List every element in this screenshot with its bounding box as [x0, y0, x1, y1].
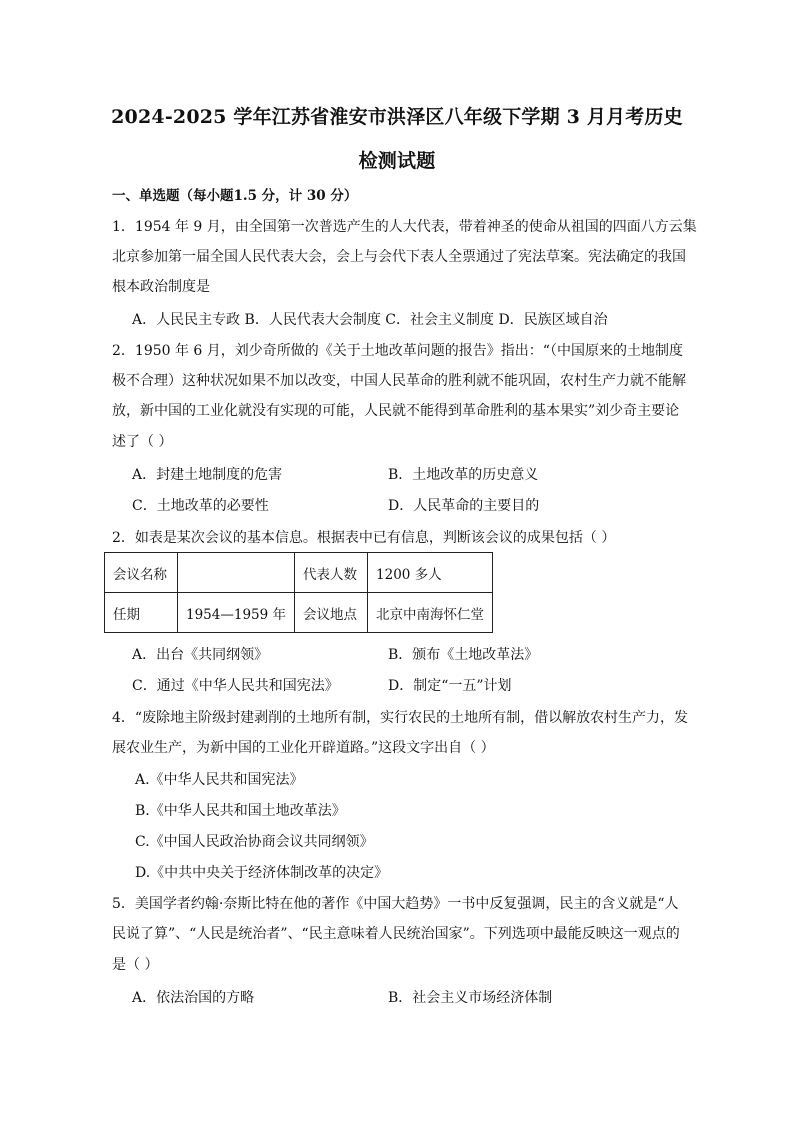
question-text-line: 述了（ ） [112, 434, 173, 450]
option-b[interactable]: B．土地改革的历史意义 [388, 467, 539, 483]
option-a[interactable]: A.《中华人民共和国宪法》 [135, 772, 304, 788]
question-text-line: 是（ ） [112, 957, 159, 973]
answer-options[interactable]: A．人民民主专政 B．人民代表大会制度 C．社会主义制度 D．民族区域自治 [132, 312, 608, 328]
document-title: 2024-2025 学年江苏省淮安市洪泽区八年级下学期 3 月月考历史 [111, 106, 683, 128]
table-cell: 会议地点 [295, 593, 368, 633]
section-heading: 一、单选题（每小题1.5 分，计 30 分） [112, 188, 358, 204]
meeting-info-table [104, 552, 493, 633]
table-row [105, 593, 493, 633]
table-cell [178, 553, 295, 593]
question-text-line: 5．美国学者约翰·奈斯比特在他的著作《中国大趋势》一书中反复强调，民主的含义就是“人 [112, 896, 679, 912]
question-text-line: 4．“废除地主阶级封建剥削的土地所有制，实行农民的土地所有制，借以解放农村生产力，发 [112, 710, 689, 726]
question-text-line: 根本政治制度是 [112, 279, 210, 295]
option-b[interactable]: B.《中华人民共和国土地改革法》 [135, 803, 346, 819]
table-cell: 1200 多人 [368, 553, 493, 593]
question-text-line: 放，新中国的工业化就没有实现的可能，人民就不能得到革命胜利的基本果实”刘少奇主要论 [112, 403, 680, 419]
question-text-line: 展农业生产，为新中国的工业化开辟道路。”这段文字出自（ ） [112, 740, 495, 756]
table-cell: 1954—1959 年 [178, 593, 295, 633]
option-d[interactable]: D．人民革命的主要目的 [388, 498, 540, 514]
option-a[interactable]: A．出台《共同纲领》 [132, 647, 269, 663]
option-a[interactable]: A．依法治国的方略 [132, 990, 255, 1006]
option-b[interactable]: B．社会主义市场经济体制 [388, 990, 553, 1006]
table-cell: 会议名称 [105, 553, 178, 593]
option-c[interactable]: C．通过《中华人民共和国宪法》 [132, 678, 339, 694]
option-a[interactable]: A．封建土地制度的危害 [132, 467, 283, 483]
question-text-line: 极不合理）这种状况如果不加以改变，中国人民革命的胜利就不能巩固，农村生产力就不能解 [112, 373, 686, 389]
table-cell: 代表人数 [295, 553, 368, 593]
table-cell: 任期 [105, 593, 178, 633]
document-title-line2: 检测试题 [358, 150, 436, 172]
question-text-line: 1．1954 年 9 月，由全国第一次普选产生的人大代表，带着神圣的使命从祖国的四面八方云集 [112, 219, 697, 235]
option-b[interactable]: B．颁布《土地改革法》 [388, 647, 539, 663]
question-text-line: 2．如表是某次会议的基本信息。根据表中已有信息，判断该会议的成果包括（ ） [112, 530, 616, 546]
option-d[interactable]: D.《中共中央关于经济体制改革的决定》 [135, 865, 389, 881]
option-d[interactable]: D．制定“一五”计划 [388, 678, 512, 694]
question-text-line: 民说了算”、“人民是统治者”、“民主意味着人民统治国家”。下列选项中最能反映这一观点的 [112, 926, 680, 942]
question-text-line: 北京参加第一届全国人民代表大会，会上与会代下表人全票通过了宪法草案。宪法确定的我国 [112, 249, 686, 265]
option-c[interactable]: C．土地改革的必要性 [132, 498, 269, 514]
question-text-line: 2．1950 年 6 月，刘少奇所做的《关于土地改革问题的报告》指出：“（中国原来的土地制度 [112, 343, 683, 359]
option-c[interactable]: C.《中国人民政治协商会议共同纲领》 [135, 834, 374, 850]
table-cell: 北京中南海怀仁堂 [368, 593, 493, 633]
table-row [105, 553, 493, 593]
